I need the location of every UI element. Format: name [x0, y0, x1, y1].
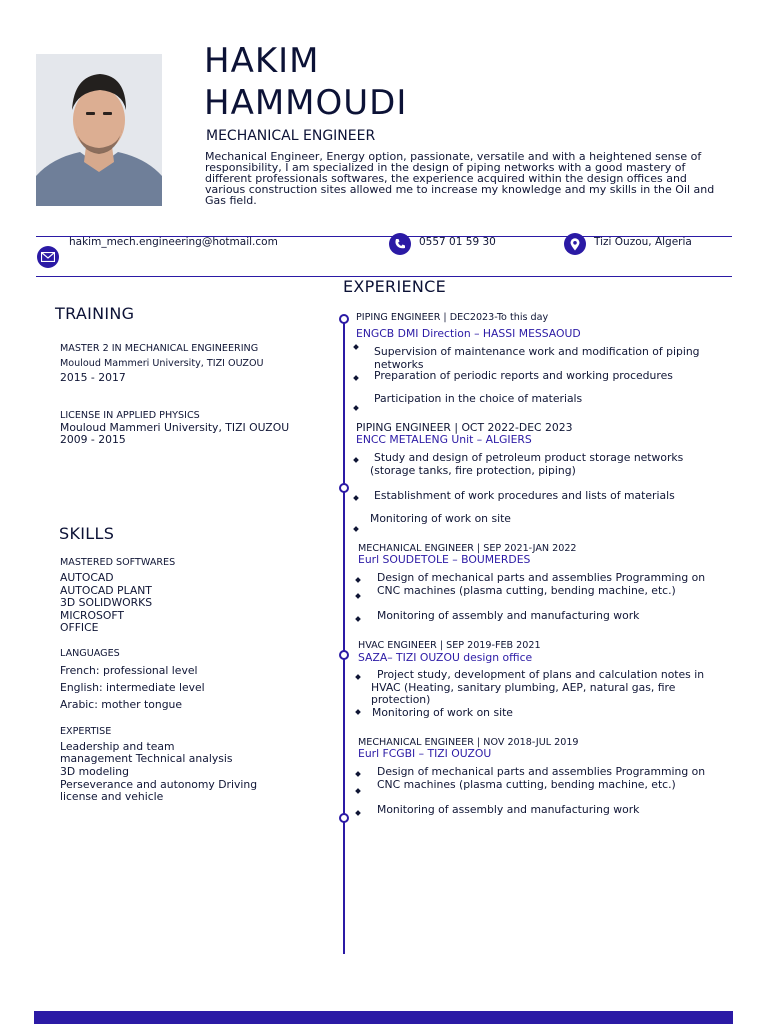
expertise-item: Perseverance and autonomy Driving [60, 778, 258, 791]
training-degree: MASTER 2 IN MECHANICAL ENGINEERING [60, 343, 259, 354]
timeline-line [343, 316, 345, 954]
timeline-node [339, 813, 349, 823]
job-company: Eurl FCGBI – TIZI OUZOU [358, 747, 492, 760]
location: Tizi Ouzou, Algeria [594, 236, 692, 248]
job-task: Establishment of work procedures and lists of materials [374, 489, 675, 502]
email-link[interactable]: hakim_mech.engineering@hotmail.com [69, 236, 278, 248]
training-school: Mouloud Mammeri University, TIZI OUZOU [60, 421, 290, 434]
bullet [355, 709, 361, 715]
bullet [353, 526, 359, 532]
language-item: English: intermediate level [60, 681, 205, 694]
expertise-item: license and vehicle [60, 790, 164, 803]
timeline-node [339, 483, 349, 493]
job-task: Design of mechanical parts and assemblies Programming on CNC machines (plasma cutting, bending machine, etc.) [377, 765, 706, 791]
timeline-node [339, 314, 349, 324]
training-degree: LICENSE IN APPLIED PHYSICS [60, 410, 200, 421]
bullet [353, 405, 359, 411]
job-task: Monitoring of work on site [372, 706, 513, 719]
profile-summary: Mechanical Engineer, Energy option, passionate, versatile and with a heightened sense of responsibility, I am specialized in the design of piping networks with a good mastery of different professionals softwares, the experience acquired within the design offices and various construction sites allowed me to increase my knowledge and my skills in the Oil and Gas field. [205, 150, 715, 207]
bullet [355, 674, 361, 680]
job-task: Preparation of periodic reports and working procedures [374, 369, 673, 382]
job-company: Eurl SOUDETOLE – BOUMERDES [358, 553, 531, 566]
job-role: MECHANICAL ENGINEER [206, 128, 376, 144]
language-item: Arabic: mother tongue [60, 698, 183, 711]
person-avatar-icon [36, 54, 162, 206]
bullet [353, 457, 359, 463]
software-item: AUTOCAD [60, 571, 114, 584]
phone-number[interactable]: 0557 01 59 30 [419, 236, 496, 248]
map-pin-icon [564, 233, 586, 255]
job-task: Participation in the choice of materials [374, 392, 583, 405]
bullet [353, 375, 359, 381]
profile-photo [36, 54, 162, 206]
software-item: MICROSOFT [60, 609, 125, 622]
experience-title: EXPERIENCE [343, 277, 447, 296]
job-title: PIPING ENGINEER | DEC2023-To this day [356, 312, 549, 323]
training-school: Mouloud Mammeri University, TIZI OUZOU [60, 358, 264, 369]
job-task: Project study, development of plans and calculation notes in HVAC (Heating, sanitary plumbing, AEP, natural gas, fire protection) [371, 668, 705, 707]
training-years: 2009 - 2015 [60, 433, 126, 446]
full-name [204, 40, 407, 124]
job-company: SAZA– TIZI OUZOU design office [358, 651, 533, 664]
footer-bar [34, 1011, 733, 1024]
envelope-icon [37, 246, 59, 268]
job-task: Supervision of maintenance work and modification of piping networks [374, 345, 700, 371]
job-title: PIPING ENGINEER | OCT 2022-DEC 2023 [356, 421, 573, 434]
bullet [355, 771, 361, 777]
software-item: OFFICE [60, 621, 99, 634]
job-task: Monitoring of assembly and manufacturing work [377, 803, 640, 816]
job-company: ENGCB DMI Direction – HASSI MESSAOUD [356, 327, 581, 340]
job-title: HVAC ENGINEER | SEP 2019-FEB 2021 [358, 640, 541, 651]
timeline-node [339, 650, 349, 660]
skills-title: SKILLS [59, 524, 115, 543]
bullet [355, 788, 361, 794]
software-item: AUTOCAD PLANT [60, 584, 152, 597]
languages-title: LANGUAGES [60, 648, 120, 659]
bullet [353, 344, 359, 350]
bullet [355, 593, 361, 599]
expertise-title: EXPERTISE [60, 726, 112, 737]
training-years: 2015 - 2017 [60, 371, 126, 384]
job-task: Study and design of petroleum product storage networks (storage tanks, fire protection, piping) [370, 451, 684, 477]
job-company: ENCC METALENG Unit – ALGIERS [356, 433, 532, 446]
software-item: 3D SOLIDWORKS [60, 596, 153, 609]
expertise-item: Leadership and team [60, 740, 175, 753]
training-title: TRAINING [55, 304, 135, 323]
bullet [355, 810, 361, 816]
language-item: French: professional level [60, 664, 198, 677]
expertise-item: management Technical analysis [60, 752, 233, 765]
job-title: MECHANICAL ENGINEER | SEP 2021-JAN 2022 [358, 543, 577, 554]
job-task: Monitoring of work on site [370, 512, 511, 525]
last-name: HAMMOUDI [204, 83, 408, 123]
job-task: Design of mechanical parts and assemblies Programming on CNC machines (plasma cutting, bending machine, etc.) [377, 571, 706, 597]
bullet [355, 616, 361, 622]
job-title: MECHANICAL ENGINEER | NOV 2018-JUL 2019 [358, 737, 579, 748]
phone-icon [389, 233, 411, 255]
softwares-title: MASTERED SOFTWARES [60, 557, 176, 568]
bullet [353, 495, 359, 501]
job-task: Monitoring of assembly and manufacturing work [377, 609, 640, 622]
first-name: HAKIM [204, 41, 320, 81]
bullet [355, 577, 361, 583]
expertise-item: 3D modeling [60, 765, 129, 778]
